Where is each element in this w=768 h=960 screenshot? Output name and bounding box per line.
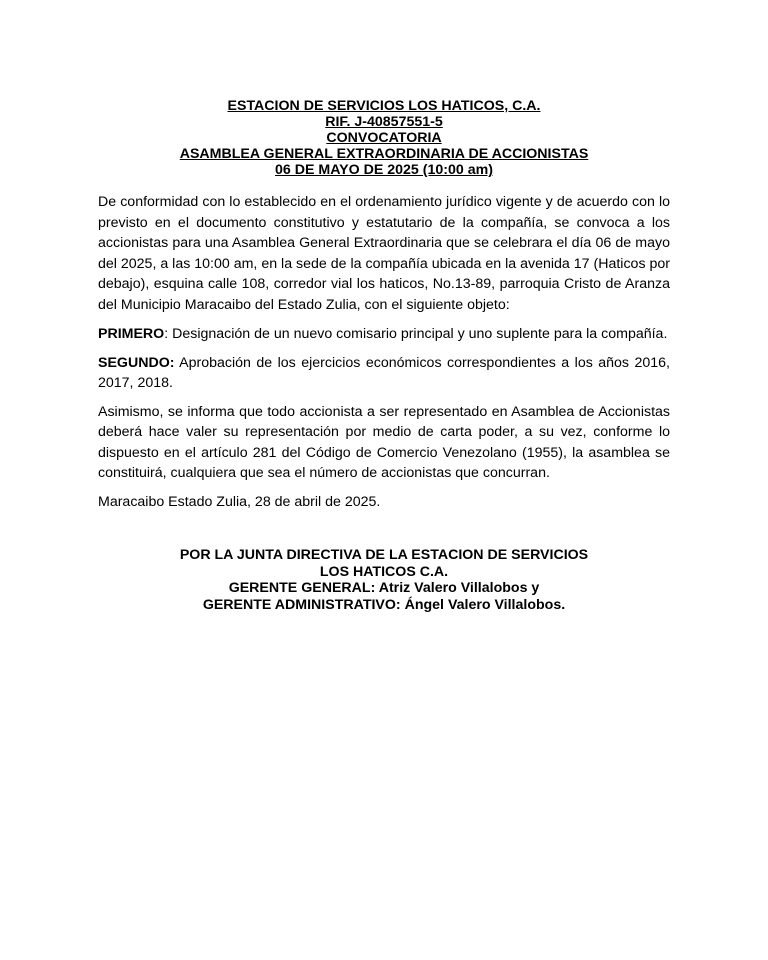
document-subtitle: ASAMBLEA GENERAL EXTRAORDINARIA DE ACCIONISTAS (179, 146, 589, 162)
intro-paragraph: De conformidad con lo establecido en el ordenamiento jurídico vigente y de acuerdo con lo previsto en el documento constitutivo y estatutario de la compañía, se convoca a los accionistas para una Asamblea General Extraordinaria que se celebrara el día 06 de mayo del 2025, a las 10:00 am, en la sede de la compañía ubicada en la avenida 17 (Haticos por debajo), esquina calle 108, corredor vial los haticos, No.13-89, parroquia Cristo de Aranza del Municipio Maracaibo del Estado Zulia, con el siguiente objeto: (98, 194, 670, 313)
document-page (98, 98, 670, 613)
agenda-item-first-text: : Designación de un nuevo comisario principal y uno suplente para la compañía. (164, 326, 668, 342)
document-body (98, 192, 670, 512)
document-title: CONVOCATORIA (326, 130, 442, 146)
agenda-item-first (98, 324, 670, 345)
signature-line-1: POR LA JUNTA DIRECTIVA DE LA ESTACION DE SERVICIOS (179, 547, 589, 563)
document-header (98, 98, 670, 178)
company-name: ESTACION DE SERVICIOS LOS HATICOS, C.A. (227, 98, 541, 114)
notice-paragraph: Asimismo, se informa que todo accionista a ser representado en Asamblea de Accionistas deberá hace valer su representación por medio de carta poder, a su vez, conforme lo dispuesto en el artículo 281 del Código de Comercio Venezolano (1955), la asamblea se constituirá, cualquiera que sea el número de accionistas que concurran. (98, 403, 670, 481)
signature-line-2: LOS HATICOS C.A. (319, 563, 449, 580)
signature-line-3: GERENTE GENERAL: Atriz Valero Villalobos y (228, 580, 540, 596)
agenda-item-second-label: SEGUNDO: (98, 354, 175, 371)
agenda-item-second (98, 353, 670, 394)
place-date: Maracaibo Estado Zulia, 28 de abril de 2025. (98, 493, 381, 510)
company-rif: RIF. J-40857551-5 (325, 114, 443, 130)
agenda-item-second-text: Aprobación de los ejercicios económicos correspondientes a los años 2016, 2017, 2018. (98, 354, 670, 391)
meeting-date-time: 06 DE MAYO DE 2025 (10:00 am) (275, 162, 493, 178)
signature-block (98, 547, 670, 613)
agenda-item-first-label: PRIMERO (98, 326, 165, 342)
signature-line-4: GERENTE ADMINISTRATIVO: Ángel Valero Villalobos. (202, 596, 566, 613)
